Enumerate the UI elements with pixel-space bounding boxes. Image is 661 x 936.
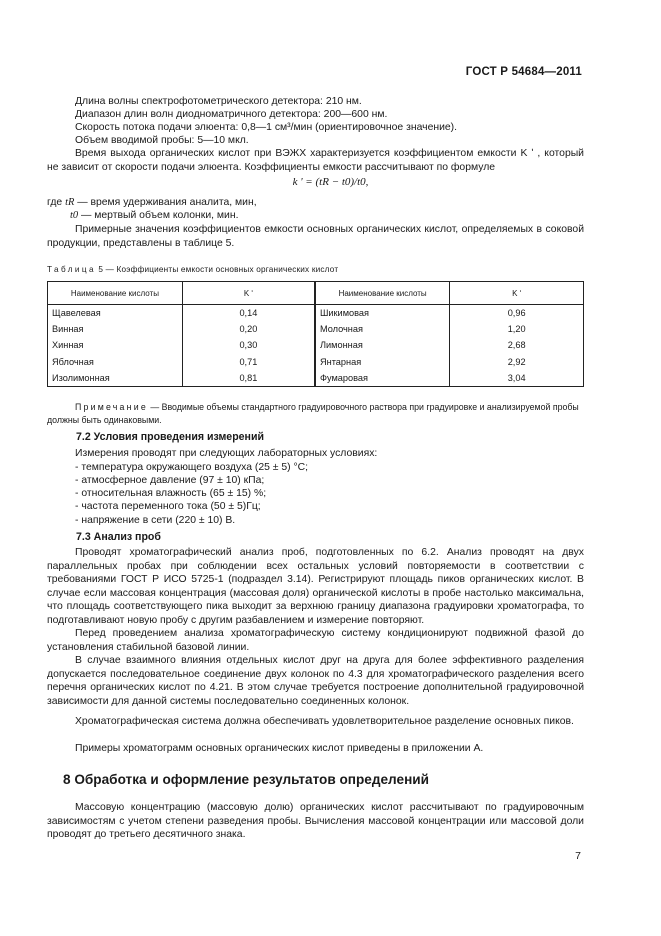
capacity-paragraph: Время выхода органических кислот при ВЭЖХ характеризуется коэффициентом емкости K ʹ , который не зависит от скорости подачи элюента. Коэффициенты емкости рассчитывают по формуле xyxy=(47,148,584,173)
table5-caption-label: Таблица xyxy=(47,265,96,274)
analysis-paragraph-3: В случае взаимного влияния отдельных кислот друг на друга для более эффективного разделения допускается последовательное соединение двух колонок по 4.3 для хроматографического разделения всего перечня органических кислот по 4.21. В этом случае требуется построение дополнительной градуировочной зависимости для данной системы последовательно соединенных колонок. xyxy=(47,655,584,707)
t0-definition: — мертвый объем колонки, мин. xyxy=(80,210,239,221)
acid-name-cell: Лимонная xyxy=(315,337,450,353)
conditions-intro: Измерения проводят при следующих лабораторных условиях: xyxy=(75,448,378,459)
table-note xyxy=(47,401,584,426)
table-header-row xyxy=(48,282,584,305)
section-8-heading: 8 Обработка и оформление результатов определений xyxy=(63,772,429,787)
k-value-cell: 0,96 xyxy=(450,305,584,322)
section-7-3-heading: 7.3 Анализ проб xyxy=(76,531,161,543)
acid-name-cell: Шикимовая xyxy=(315,305,450,322)
note-text: — Вводимые объемы стандартного градуировочного раствора при градуировке и анализируемой пробы должны быть одинаковыми. xyxy=(47,402,579,425)
where-prefix: где xyxy=(47,197,63,208)
k-value-cell: 1,20 xyxy=(450,321,584,337)
analysis-paragraph-1: Проводят хроматографический анализ проб, подготовленных по 6.2. Анализ проводят на двух параллельных пробах при соблюдении всех остальных условий повторяемости в соответствии с требованиями ГОСТ Р ИСО 5725-1 (подраздел 3.14). Регистрируют площадь пиков органических кислот. В случае если массовая концентрация (массовая доля) органической кислоты в пробе настолько максимальна, что площадь соответствующего пика выходит за верхнюю границу диапазона градуировки хроматографа, то подготавливают новую пробу с другим разбавлением и измерение повторяют. xyxy=(47,547,584,626)
condition-item: - частота переменного тока (50 ± 5)Гц; xyxy=(75,501,261,512)
tR-definition: — время удерживания аналита, мин, xyxy=(77,197,257,208)
t0-symbol: t0 xyxy=(70,210,79,221)
acid-name-cell: Молочная xyxy=(315,321,450,337)
page-number: 7 xyxy=(575,850,581,862)
col-header-k-left: K ʹ xyxy=(182,282,315,305)
condition-item: - напряжение в сети (220 ± 10) В. xyxy=(75,515,236,526)
k-value-cell: 2,68 xyxy=(450,337,584,353)
k-value-cell: 0,14 xyxy=(182,305,315,322)
capacity-formula: k ʹ = (tR − t0)/t0, xyxy=(292,176,369,188)
acid-name-cell: Янтарная xyxy=(315,354,450,370)
condition-item: - температура окружающего воздуха (25 ± 5) °С; xyxy=(75,462,309,473)
section-7-2-heading: 7.2 Условия проведения измерений xyxy=(76,431,264,443)
where-t0-line xyxy=(70,209,238,223)
condition-item: - относительная влажность (65 ± 15) %; xyxy=(75,488,267,499)
acid-name-cell: Винная xyxy=(48,321,183,337)
table-row xyxy=(48,321,584,337)
k-value-cell: 0,20 xyxy=(182,321,315,337)
col-header-name-left: Наименование кислоты xyxy=(48,282,183,305)
k-value-cell: 3,04 xyxy=(450,370,584,387)
table5-caption xyxy=(47,265,338,274)
table-row xyxy=(48,354,584,370)
diode-range-line: Диапазон длин волн диодноматричного детектора: 200—600 нм. xyxy=(75,109,388,120)
injection-volume-line: Объем вводимой пробы: 5—10 мкл. xyxy=(75,135,249,146)
analysis-paragraph-2: Перед проведением анализа хроматографическую систему кондиционируют подвижной фазой до установления стабильной базовой линии. xyxy=(47,628,584,653)
acid-name-cell: Хинная xyxy=(48,337,183,353)
table5-caption-text: 5 — Коэффициенты емкости основных органических кислот xyxy=(98,265,339,274)
acid-name-cell: Фумаровая xyxy=(315,370,450,387)
flow-rate-line: Скорость потока подачи элюента: 0,8—1 см³/мин (ориентировочное значение). xyxy=(75,122,458,133)
detector-wavelength-line: Длина волны спектрофотометрического детектора: 210 нм. xyxy=(75,96,362,107)
where-tR-line xyxy=(47,196,257,210)
acid-name-cell: Изолимонная xyxy=(48,370,183,387)
acid-name-cell: Щавелевая xyxy=(48,305,183,322)
acid-name-cell: Яблочная xyxy=(48,354,183,370)
k-value-cell: 0,71 xyxy=(182,354,315,370)
col-header-k-right: K ʹ xyxy=(450,282,584,305)
document-number: ГОСТ Р 54684—2011 xyxy=(465,66,582,78)
table-row xyxy=(48,370,584,387)
tR-symbol: tR xyxy=(65,197,75,208)
table5 xyxy=(47,281,584,387)
k-value-cell: 2,92 xyxy=(450,354,584,370)
condition-item: - атмосферное давление (97 ± 10) кПа; xyxy=(75,475,265,486)
k-value-cell: 0,81 xyxy=(182,370,315,387)
k-value-cell: 0,30 xyxy=(182,337,315,353)
analysis-paragraph-4: Хроматографическая система должна обеспечивать удовлетворительное разделение основных пиков. xyxy=(75,716,574,727)
table-row xyxy=(48,305,584,322)
col-header-name-right: Наименование кислоты xyxy=(315,282,450,305)
section-8-paragraph: Массовую концентрацию (массовую долю) органических кислот рассчитывают по градуировочным зависимостям с учетом степени разведения пробы. Вычисления массовой концентрации или массовой доли проводят до третьего десятичного знака. xyxy=(47,802,584,841)
note-label: Примечание xyxy=(75,402,148,412)
table-row xyxy=(48,337,584,353)
examples-paragraph: Примерные значения коэффициентов емкости основных органических кислот, определяемых в соковой продукции, представлены в таблице 5. xyxy=(47,224,584,249)
analysis-paragraph-5: Примеры хроматограмм основных органических кислот приведены в приложении А. xyxy=(75,743,484,754)
